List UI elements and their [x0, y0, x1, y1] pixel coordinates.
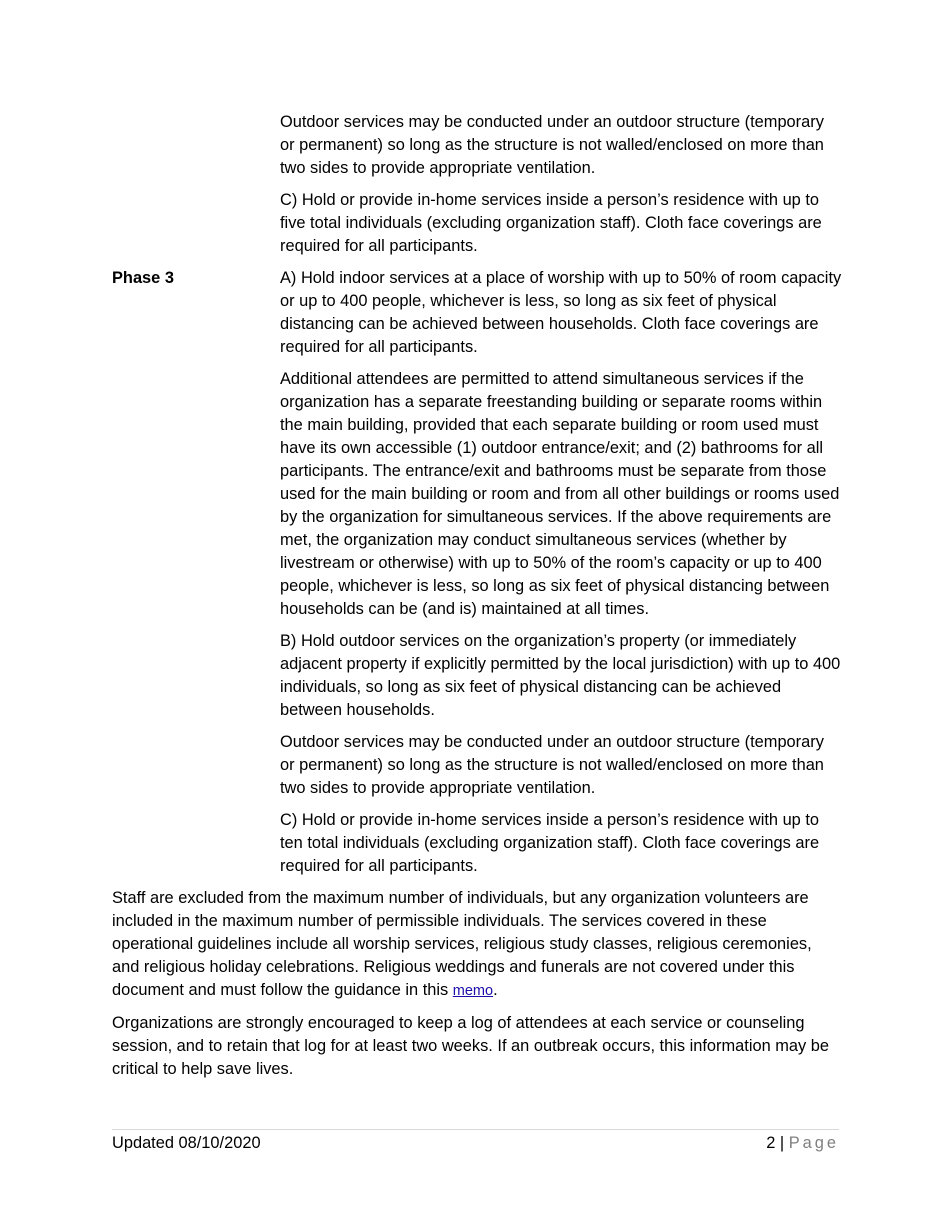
page-footer [112, 1129, 839, 1155]
phase-2-continued-row [112, 111, 842, 267]
staff-paragraph-text: Staff are excluded from the maximum number of individuals, but any organization volunteers are included in the maximum number of permissible individuals. The services covered in these operational guidelines include all worship services, religious study classes, religious ceremonies, and religious holiday celebrations. Religious weddings and funerals are not covered under this document and must follow the guidance in this [112, 889, 812, 999]
page-number-block [766, 1132, 839, 1155]
phase-3-outdoor-services-paragraph: B) Hold outdoor services on the organization’s property (or immediately adjacent property if explicitly permitted by the local jurisdiction) with up to 400 individuals, so long as six feet of physical distancing can be achieved between households. [280, 632, 841, 719]
memo-link[interactable]: memo [452, 983, 494, 999]
staff-paragraph [112, 887, 842, 1003]
phase-3-indoor-services-paragraph: A) Hold indoor services at a place of worship with up to 50% of room capacity or up to 400 people, whichever is less, so long as six feet of physical distancing can be achieved between households. Cloth face coverings are required for all participants. [280, 269, 842, 356]
document-body [112, 111, 842, 1090]
page-separator: | [775, 1134, 789, 1152]
page-number: 2 [766, 1134, 776, 1152]
phase-3-row [112, 267, 842, 887]
phase-3-column [280, 267, 842, 887]
page-word: Page [788, 1134, 839, 1152]
attendee-log-paragraph: Organizations are strongly encouraged to keep a log of attendees at each service or counseling session, and to retain that log for at least two weeks. If an outbreak occurs, this information may be critical to help save lives. [112, 1014, 830, 1078]
phase-3-in-home-services-paragraph: C) Hold or provide in-home services inside a person’s residence with up to ten total individuals (excluding organization staff). Cloth face coverings are required for all participants. [280, 811, 820, 875]
phase-2-in-home-services-paragraph: C) Hold or provide in-home services inside a person’s residence with up to five total individuals (excluding organization staff). Cloth face coverings are required for all participants. [280, 191, 822, 255]
updated-date: Updated 08/10/2020 [112, 1134, 261, 1152]
phase-3-outdoor-structure-paragraph: Outdoor services may be conducted under an outdoor structure (temporary or permanent) so long as the structure is not walled/enclosed on more than two sides to provide appropriate ventilation. [280, 733, 824, 797]
staff-paragraph-end: . [493, 981, 498, 999]
phase-3-additional-attendees-paragraph: Additional attendees are permitted to attend simultaneous services if the organization has a separate freestanding building or separate rooms within the main building, provided that each separate building or room used must have its own accessible (1) outdoor entrance/exit; and (2) bathrooms for all participants. The entrance/exit and bathrooms must be separate from those used for the main building or room and from all other buildings or rooms used by the organization for simultaneous services. If the above requirements are met, the organization may conduct simultaneous services (whether by livestream or otherwise) with up to 50% of the room’s capacity or up to 400 people, whichever is less, so long as six feet of physical distancing between households can be (and is) maintained at all times. [280, 370, 840, 618]
phase-2-continued-column [280, 111, 842, 267]
phase-3-label: Phase 3 [112, 269, 174, 287]
phase-2-outdoor-structure-paragraph: Outdoor services may be conducted under an outdoor structure (temporary or permanent) so long as the structure is not walled/enclosed on more than two sides to provide appropriate ventilation. [280, 113, 824, 177]
